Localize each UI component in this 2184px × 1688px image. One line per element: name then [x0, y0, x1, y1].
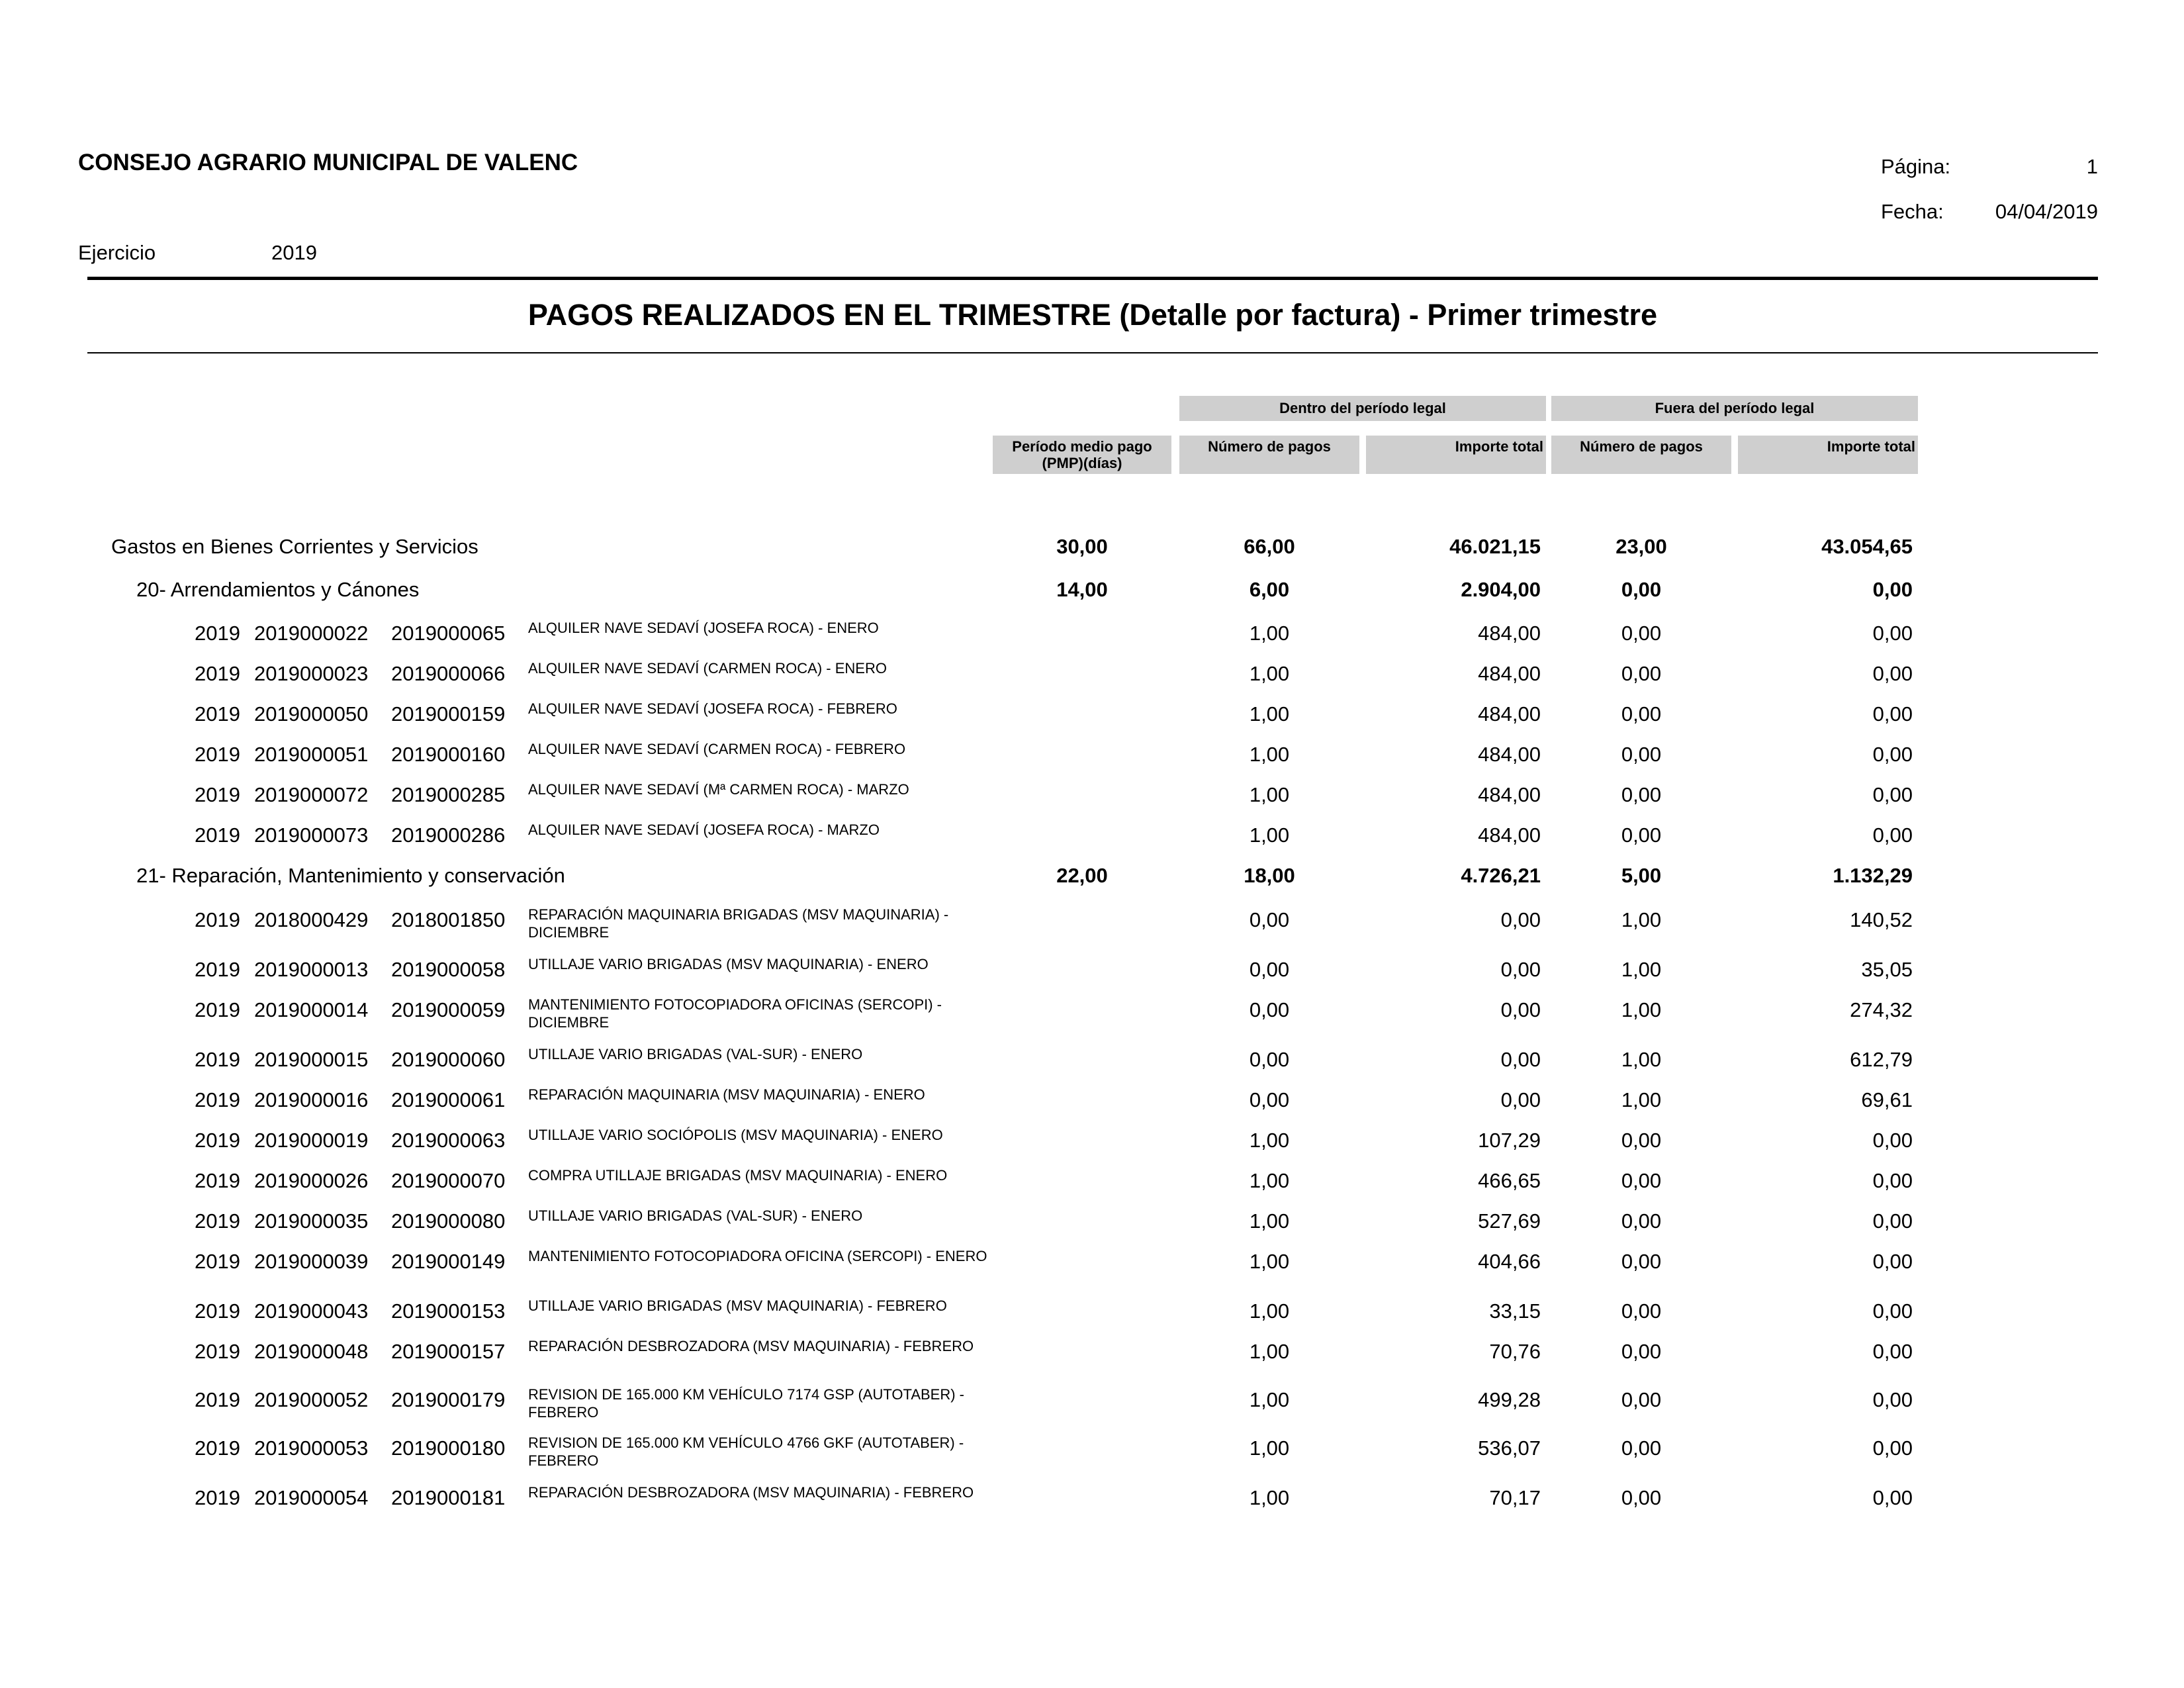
payments-count-outside: 0,00 [1621, 1340, 1662, 1363]
invoice-year: 2019 [195, 662, 240, 685]
payments-count-within: 1,00 [1249, 823, 1290, 847]
invoice-year: 2019 [195, 1169, 240, 1192]
amount-within: 484,00 [1478, 823, 1541, 847]
operation-number: 2019000013 [254, 958, 369, 981]
column-header-num-outside: Número de pagos [1551, 436, 1731, 474]
amount-outside: 0,00 [1872, 1250, 1913, 1273]
payments-count-outside: 5,00 [1621, 864, 1662, 887]
payments-count-outside: 0,00 [1621, 1209, 1662, 1233]
amount-outside: 0,00 [1872, 743, 1913, 766]
document-number: 2019000080 [391, 1209, 506, 1233]
operation-number: 2019000053 [254, 1436, 369, 1460]
invoice-year: 2019 [195, 743, 240, 766]
amount-outside: 35,05 [1861, 958, 1913, 981]
amount-within: 2.904,00 [1461, 578, 1541, 601]
amount-within: 0,00 [1500, 998, 1541, 1021]
amount-outside: 0,00 [1872, 1169, 1913, 1192]
amount-outside: 0,00 [1872, 823, 1913, 847]
operation-number: 2019000043 [254, 1299, 369, 1323]
operation-number: 2019000052 [254, 1388, 369, 1411]
amount-outside: 0,00 [1872, 1388, 1913, 1411]
payments-count-outside: 0,00 [1621, 622, 1662, 645]
document-number: 2019000058 [391, 958, 506, 981]
invoice-year: 2019 [195, 1340, 240, 1363]
amount-outside: 612,79 [1850, 1048, 1913, 1071]
operation-number: 2019000023 [254, 662, 369, 685]
payments-count-outside: 1,00 [1621, 958, 1662, 981]
document-number: 2019000153 [391, 1299, 506, 1323]
payments-count-within: 1,00 [1249, 1250, 1290, 1273]
invoice-year: 2019 [195, 1129, 240, 1152]
invoice-description: UTILLAJE VARIO BRIGADAS (VAL-SUR) - ENERO [528, 1046, 863, 1062]
invoice-year: 2019 [195, 783, 240, 806]
document-number: 2019000065 [391, 622, 506, 645]
amount-within: 0,00 [1500, 908, 1541, 931]
invoice-year: 2019 [195, 998, 240, 1021]
invoice-year: 2019 [195, 622, 240, 645]
column-header-num-within: Número de pagos [1179, 436, 1359, 474]
amount-within: 0,00 [1500, 958, 1541, 981]
payments-count-within: 18,00 [1244, 864, 1295, 887]
title-divider [87, 352, 2098, 353]
payments-count-outside: 0,00 [1621, 702, 1662, 726]
amount-within: 499,28 [1478, 1388, 1541, 1411]
document-number: 2019000180 [391, 1436, 506, 1460]
invoice-description: ALQUILER NAVE SEDAVÍ (CARMEN ROCA) - ENERO [528, 660, 887, 677]
invoice-year: 2019 [195, 1486, 240, 1509]
pmp-value: 30,00 [1056, 535, 1108, 558]
document-number: 2019000061 [391, 1088, 506, 1111]
payments-count-within: 1,00 [1249, 1486, 1290, 1509]
amount-within: 484,00 [1478, 622, 1541, 645]
amount-within: 107,29 [1478, 1129, 1541, 1152]
invoice-description: ALQUILER NAVE SEDAVÍ (JOSEFA ROCA) - ENERO [528, 620, 879, 636]
summary-label: 21- Reparación, Mantenimiento y conservación [136, 864, 565, 887]
group-header-within: Dentro del período legal [1179, 396, 1546, 421]
invoice-year: 2019 [195, 958, 240, 981]
amount-within: 536,07 [1478, 1436, 1541, 1460]
payments-count-within: 0,00 [1249, 1048, 1290, 1071]
invoice-year: 2019 [195, 1048, 240, 1071]
payments-count-outside: 0,00 [1621, 743, 1662, 766]
operation-number: 2019000039 [254, 1250, 369, 1273]
exercise-label: Ejercicio [78, 241, 156, 264]
document-number: 2019000160 [391, 743, 506, 766]
amount-outside: 274,32 [1850, 998, 1913, 1021]
exercise-value: 2019 [271, 241, 317, 264]
payments-count-within: 1,00 [1249, 662, 1290, 685]
payments-count-outside: 0,00 [1621, 1436, 1662, 1460]
operation-number: 2019000015 [254, 1048, 369, 1071]
amount-within: 33,15 [1489, 1299, 1541, 1323]
payments-count-outside: 1,00 [1621, 1048, 1662, 1071]
invoice-year: 2019 [195, 1209, 240, 1233]
payments-count-outside: 1,00 [1621, 998, 1662, 1021]
operation-number: 2019000072 [254, 783, 369, 806]
amount-outside: 0,00 [1872, 622, 1913, 645]
column-header-amount-within: Importe total [1366, 436, 1546, 474]
page-number: 1 [2086, 155, 2098, 178]
invoice-description: ALQUILER NAVE SEDAVÍ (Mª CARMEN ROCA) - MARZO [528, 781, 909, 798]
payments-count-outside: 1,00 [1621, 908, 1662, 931]
payments-count-within: 1,00 [1249, 1388, 1290, 1411]
report-title: PAGOS REALIZADOS EN EL TRIMESTRE (Detalle por factura) - Primer trimestre [527, 298, 1658, 332]
payments-count-within: 66,00 [1244, 535, 1295, 558]
payments-count-outside: 0,00 [1621, 578, 1662, 601]
column-header-amount-outside: Importe total [1738, 436, 1918, 474]
invoice-description: REPARACIÓN MAQUINARIA BRIGADAS (MSV MAQUINARIA) - DICIEMBRE [528, 906, 949, 941]
invoice-year: 2019 [195, 1250, 240, 1273]
amount-within: 4.726,21 [1461, 864, 1541, 887]
header-divider [87, 277, 2098, 280]
payments-count-within: 0,00 [1249, 908, 1290, 931]
amount-within: 404,66 [1478, 1250, 1541, 1273]
invoice-description: ALQUILER NAVE SEDAVÍ (JOSEFA ROCA) - MARZO [528, 821, 880, 838]
document-number: 2019000063 [391, 1129, 506, 1152]
payments-count-within: 1,00 [1249, 1169, 1290, 1192]
operation-number: 2019000016 [254, 1088, 369, 1111]
amount-outside: 0,00 [1872, 1299, 1913, 1323]
document-number: 2019000179 [391, 1388, 506, 1411]
amount-within: 70,76 [1489, 1340, 1541, 1363]
document-number: 2019000070 [391, 1169, 506, 1192]
amount-outside: 0,00 [1872, 578, 1913, 601]
column-header-pmp: Período medio pago (PMP)(días) [993, 436, 1171, 474]
amount-outside: 0,00 [1872, 702, 1913, 726]
invoice-description: UTILLAJE VARIO BRIGADAS (MSV MAQUINARIA) - ENERO [528, 956, 929, 972]
amount-outside: 1.132,29 [1833, 864, 1913, 887]
amount-outside: 0,00 [1872, 1436, 1913, 1460]
amount-within: 466,65 [1478, 1169, 1541, 1192]
operation-number: 2018000429 [254, 908, 369, 931]
amount-outside: 0,00 [1872, 1486, 1913, 1509]
payments-count-within: 1,00 [1249, 1436, 1290, 1460]
document-number: 2018001850 [391, 908, 506, 931]
payments-count-outside: 0,00 [1621, 823, 1662, 847]
operation-number: 2019000019 [254, 1129, 369, 1152]
invoice-description: MANTENIMIENTO FOTOCOPIADORA OFICINA (SERCOPI) - ENERO [528, 1248, 987, 1264]
organization-name: CONSEJO AGRARIO MUNICIPAL DE VALENC [78, 150, 578, 175]
amount-within: 70,17 [1489, 1486, 1541, 1509]
document-number: 2019000285 [391, 783, 506, 806]
amount-within: 0,00 [1500, 1088, 1541, 1111]
payments-count-within: 1,00 [1249, 1299, 1290, 1323]
invoice-description: REPARACIÓN DESBROZADORA (MSV MAQUINARIA) - FEBRERO [528, 1338, 974, 1354]
operation-number: 2019000048 [254, 1340, 369, 1363]
invoice-description: COMPRA UTILLAJE BRIGADAS (MSV MAQUINARIA) - ENERO [528, 1167, 948, 1184]
payments-count-outside: 0,00 [1621, 783, 1662, 806]
operation-number: 2019000022 [254, 622, 369, 645]
amount-outside: 0,00 [1872, 1129, 1913, 1152]
invoice-description: REVISION DE 165.000 KM VEHÍCULO 7174 GSP (AUTOTABER) - FEBRERO [528, 1386, 965, 1421]
payments-count-within: 0,00 [1249, 1088, 1290, 1111]
date-value: 04/04/2019 [1995, 200, 2098, 223]
document-number: 2019000149 [391, 1250, 506, 1273]
document-number: 2019000159 [391, 702, 506, 726]
payments-count-outside: 0,00 [1621, 1169, 1662, 1192]
invoice-year: 2019 [195, 1436, 240, 1460]
payments-count-outside: 23,00 [1615, 535, 1667, 558]
payments-count-within: 1,00 [1249, 622, 1290, 645]
amount-outside: 0,00 [1872, 1340, 1913, 1363]
payments-count-outside: 0,00 [1621, 1299, 1662, 1323]
amount-outside: 69,61 [1861, 1088, 1913, 1111]
pmp-value: 14,00 [1056, 578, 1108, 601]
operation-number: 2019000035 [254, 1209, 369, 1233]
payments-count-outside: 0,00 [1621, 662, 1662, 685]
invoice-year: 2019 [195, 1088, 240, 1111]
invoice-description: REVISION DE 165.000 KM VEHÍCULO 4766 GKF (AUTOTABER) - FEBRERO [528, 1434, 964, 1469]
payments-count-outside: 1,00 [1621, 1088, 1662, 1111]
amount-outside: 43.054,65 [1821, 535, 1913, 558]
amount-outside: 140,52 [1850, 908, 1913, 931]
document-number: 2019000286 [391, 823, 506, 847]
page-label: Página: [1881, 155, 1951, 178]
payments-count-within: 1,00 [1249, 783, 1290, 806]
amount-within: 0,00 [1500, 1048, 1541, 1071]
payments-count-within: 1,00 [1249, 743, 1290, 766]
payments-count-within: 1,00 [1249, 1209, 1290, 1233]
payments-count-within: 1,00 [1249, 1340, 1290, 1363]
date-label: Fecha: [1881, 200, 1944, 223]
group-header-outside: Fuera del período legal [1551, 396, 1918, 421]
payments-count-outside: 0,00 [1621, 1486, 1662, 1509]
operation-number: 2019000050 [254, 702, 369, 726]
payments-count-outside: 0,00 [1621, 1388, 1662, 1411]
summary-label: 20- Arrendamientos y Cánones [136, 578, 420, 601]
invoice-description: UTILLAJE VARIO BRIGADAS (VAL-SUR) - ENERO [528, 1207, 863, 1224]
document-number: 2019000181 [391, 1486, 506, 1509]
payments-count-within: 6,00 [1249, 578, 1290, 601]
amount-within: 46.021,15 [1449, 535, 1541, 558]
operation-number: 2019000051 [254, 743, 369, 766]
payments-count-within: 1,00 [1249, 1129, 1290, 1152]
invoice-year: 2019 [195, 702, 240, 726]
pmp-value: 22,00 [1056, 864, 1108, 887]
payments-count-outside: 0,00 [1621, 1250, 1662, 1273]
amount-outside: 0,00 [1872, 1209, 1913, 1233]
invoice-year: 2019 [195, 823, 240, 847]
amount-within: 527,69 [1478, 1209, 1541, 1233]
invoice-description: ALQUILER NAVE SEDAVÍ (CARMEN ROCA) - FEBRERO [528, 741, 906, 757]
invoice-year: 2019 [195, 1299, 240, 1323]
invoice-year: 2019 [195, 1388, 240, 1411]
payments-count-within: 0,00 [1249, 958, 1290, 981]
invoice-year: 2019 [195, 908, 240, 931]
operation-number: 2019000014 [254, 998, 369, 1021]
document-number: 2019000066 [391, 662, 506, 685]
document-number: 2019000157 [391, 1340, 506, 1363]
amount-within: 484,00 [1478, 783, 1541, 806]
operation-number: 2019000073 [254, 823, 369, 847]
amount-outside: 0,00 [1872, 783, 1913, 806]
invoice-description: UTILLAJE VARIO SOCIÓPOLIS (MSV MAQUINARIA) - ENERO [528, 1127, 943, 1143]
payments-count-within: 0,00 [1249, 998, 1290, 1021]
invoice-description: MANTENIMIENTO FOTOCOPIADORA OFICINAS (SERCOPI) - DICIEMBRE [528, 996, 942, 1031]
payments-count-outside: 0,00 [1621, 1129, 1662, 1152]
amount-outside: 0,00 [1872, 662, 1913, 685]
invoice-description: REPARACIÓN DESBROZADORA (MSV MAQUINARIA) - FEBRERO [528, 1484, 974, 1501]
payments-count-within: 1,00 [1249, 702, 1290, 726]
document-number: 2019000059 [391, 998, 506, 1021]
invoice-description: UTILLAJE VARIO BRIGADAS (MSV MAQUINARIA) - FEBRERO [528, 1297, 947, 1314]
invoice-description: ALQUILER NAVE SEDAVÍ (JOSEFA ROCA) - FEBRERO [528, 700, 897, 717]
operation-number: 2019000026 [254, 1169, 369, 1192]
summary-label: Gastos en Bienes Corrientes y Servicios [111, 535, 478, 558]
operation-number: 2019000054 [254, 1486, 369, 1509]
amount-within: 484,00 [1478, 743, 1541, 766]
amount-within: 484,00 [1478, 662, 1541, 685]
invoice-description: REPARACIÓN MAQUINARIA (MSV MAQUINARIA) - ENERO [528, 1086, 925, 1103]
document-number: 2019000060 [391, 1048, 506, 1071]
amount-within: 484,00 [1478, 702, 1541, 726]
